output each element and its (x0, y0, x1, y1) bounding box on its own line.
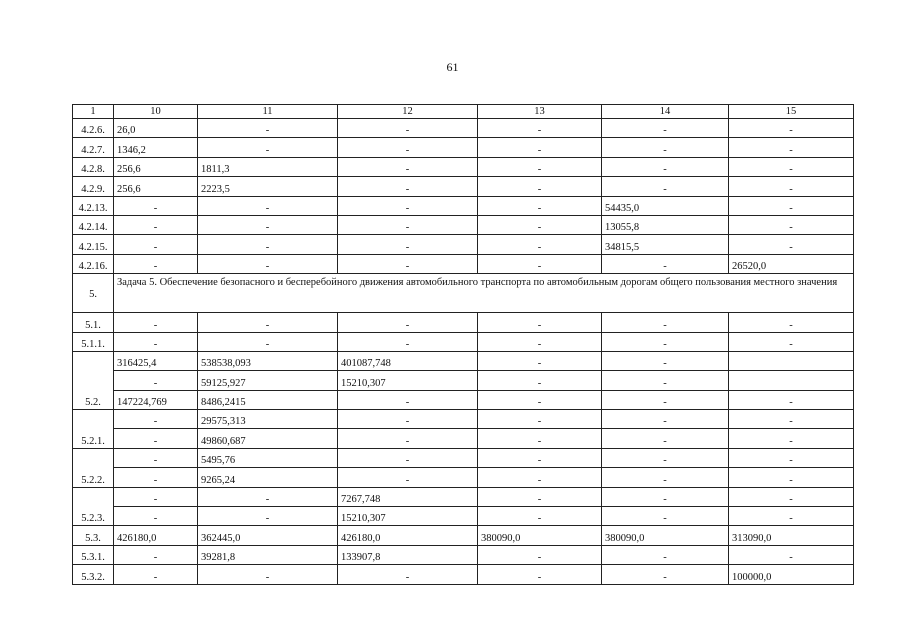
value-cell: - (729, 507, 854, 526)
table-row (73, 507, 854, 526)
value-cell: - (602, 390, 729, 409)
value-cell: - (602, 448, 729, 467)
row-number-cell: 4.2.9. (73, 177, 114, 196)
value-cell: - (729, 215, 854, 234)
value-cell: - (729, 448, 854, 467)
value-cell: - (478, 545, 602, 564)
value-cell: 59125,927 (198, 371, 338, 390)
value-cell: - (729, 157, 854, 176)
value-cell: - (338, 177, 478, 196)
value-cell: 34815,5 (602, 235, 729, 254)
value-cell: - (478, 332, 602, 351)
row-number-cell: 4.2.6. (73, 119, 114, 138)
value-cell: 15210,307 (338, 371, 478, 390)
table-row (73, 526, 854, 545)
value-cell: - (338, 410, 478, 429)
table-row (73, 351, 854, 370)
value-cell: - (198, 235, 338, 254)
value-cell: 380090,0 (602, 526, 729, 545)
value-cell: - (114, 545, 198, 564)
value-cell: - (729, 196, 854, 215)
value-cell: 13055,8 (602, 215, 729, 234)
value-cell: - (198, 138, 338, 157)
header-cell: 13 (478, 105, 602, 119)
table-row (73, 138, 854, 157)
data-table (72, 104, 854, 585)
value-cell: - (338, 254, 478, 273)
value-cell: - (338, 119, 478, 138)
value-cell: - (729, 410, 854, 429)
table-row (73, 545, 854, 564)
value-cell: 2223,5 (198, 177, 338, 196)
value-cell: - (198, 332, 338, 351)
value-cell: 54435,0 (602, 196, 729, 215)
row-number-cell: 5.3.1. (73, 545, 114, 564)
value-cell: - (338, 196, 478, 215)
value-cell: - (478, 157, 602, 176)
value-cell: 39281,8 (198, 545, 338, 564)
value-cell: - (114, 468, 198, 487)
value-cell: - (478, 390, 602, 409)
value-cell: - (198, 119, 338, 138)
value-cell: - (338, 448, 478, 467)
table-row (73, 254, 854, 273)
value-cell: 362445,0 (198, 526, 338, 545)
value-cell: - (602, 138, 729, 157)
table-row (73, 410, 854, 429)
header-row (73, 105, 854, 119)
row-number-cell: 5.2.2. (73, 448, 114, 487)
value-cell: 426180,0 (338, 526, 478, 545)
value-cell: - (478, 254, 602, 273)
value-cell: - (602, 177, 729, 196)
value-cell: - (114, 429, 198, 448)
value-cell: - (114, 487, 198, 506)
value-cell: - (338, 313, 478, 332)
table-row (73, 565, 854, 584)
value-cell: - (602, 565, 729, 584)
value-cell: - (602, 351, 729, 370)
table-row (73, 332, 854, 351)
value-cell: - (478, 371, 602, 390)
value-cell: - (729, 468, 854, 487)
value-cell: - (198, 215, 338, 234)
row-number-cell: 4.2.15. (73, 235, 114, 254)
row-number-cell: 5.2. (73, 351, 114, 409)
table-row (73, 196, 854, 215)
value-cell: 5495,76 (198, 448, 338, 467)
value-cell: 380090,0 (478, 526, 602, 545)
value-cell: 15210,307 (338, 507, 478, 526)
value-cell: 26,0 (114, 119, 198, 138)
value-cell: 256,6 (114, 157, 198, 176)
value-cell: - (114, 254, 198, 273)
value-cell: - (338, 235, 478, 254)
value-cell: - (338, 157, 478, 176)
value-cell: - (602, 410, 729, 429)
task-description: Задача 5. Обеспечение безопасного и бесперебойного движения автомобильного транспорта по автомобильным дорогам общего пользования местного значения (114, 274, 854, 313)
table-row (73, 487, 854, 506)
value-cell: - (338, 332, 478, 351)
value-cell: - (729, 119, 854, 138)
table-row (73, 429, 854, 448)
value-cell: 316425,4 (114, 351, 198, 370)
table-row (73, 157, 854, 176)
value-cell: - (729, 429, 854, 448)
value-cell: - (478, 235, 602, 254)
value-cell: - (602, 487, 729, 506)
value-cell: - (602, 507, 729, 526)
value-cell: - (478, 507, 602, 526)
value-cell: - (729, 390, 854, 409)
value-cell: - (729, 177, 854, 196)
row-number-cell: 4.2.8. (73, 157, 114, 176)
value-cell: - (338, 138, 478, 157)
value-cell: - (478, 487, 602, 506)
value-cell: 8486,2415 (198, 390, 338, 409)
value-cell: 538538,093 (198, 351, 338, 370)
value-cell: - (114, 313, 198, 332)
value-cell: - (198, 565, 338, 584)
value-cell: - (338, 215, 478, 234)
value-cell: 256,6 (114, 177, 198, 196)
value-cell: - (478, 119, 602, 138)
value-cell: 29575,313 (198, 410, 338, 429)
value-cell: - (338, 390, 478, 409)
value-cell: - (602, 468, 729, 487)
value-cell: - (478, 138, 602, 157)
value-cell: - (198, 313, 338, 332)
row-number-cell: 5.3.2. (73, 565, 114, 584)
value-cell: 147224,769 (114, 390, 198, 409)
table-row (73, 119, 854, 138)
value-cell: - (114, 371, 198, 390)
value-cell: - (478, 429, 602, 448)
value-cell: 49860,687 (198, 429, 338, 448)
value-cell: - (114, 565, 198, 584)
value-cell: 1811,3 (198, 157, 338, 176)
table-row (73, 313, 854, 332)
row-number-cell: 5. (73, 274, 114, 313)
value-cell: - (729, 545, 854, 564)
value-cell: - (338, 565, 478, 584)
value-cell: - (602, 254, 729, 273)
value-cell: - (478, 351, 602, 370)
value-cell: - (478, 448, 602, 467)
value-cell: - (602, 313, 729, 332)
value-cell: - (729, 313, 854, 332)
table-row (73, 390, 854, 409)
value-cell: 1346,2 (114, 138, 198, 157)
value-cell: - (198, 507, 338, 526)
row-number-cell: 4.2.14. (73, 215, 114, 234)
value-cell: - (114, 410, 198, 429)
header-cell: 10 (114, 105, 198, 119)
row-number-cell: 4.2.7. (73, 138, 114, 157)
value-cell: - (478, 565, 602, 584)
value-cell: - (729, 487, 854, 506)
value-cell: - (478, 177, 602, 196)
row-number-cell: 5.2.3. (73, 487, 114, 526)
task-row (73, 274, 854, 313)
value-cell: - (114, 235, 198, 254)
value-cell: 426180,0 (114, 526, 198, 545)
table-row (73, 235, 854, 254)
table-row (73, 371, 854, 390)
value-cell: - (338, 429, 478, 448)
value-cell: - (729, 138, 854, 157)
value-cell: - (114, 332, 198, 351)
row-number-cell: 5.1. (73, 313, 114, 332)
value-cell: - (198, 196, 338, 215)
table-row (73, 468, 854, 487)
value-cell (729, 351, 854, 370)
row-number-cell: 5.3. (73, 526, 114, 545)
value-cell: - (478, 468, 602, 487)
value-cell: - (729, 332, 854, 351)
row-number-cell: 4.2.13. (73, 196, 114, 215)
value-cell: - (198, 487, 338, 506)
value-cell: - (602, 545, 729, 564)
value-cell: - (478, 313, 602, 332)
value-cell: 7267,748 (338, 487, 478, 506)
value-cell: - (478, 410, 602, 429)
value-cell: - (602, 119, 729, 138)
value-cell: - (602, 332, 729, 351)
value-cell: 26520,0 (729, 254, 854, 273)
page-number: 61 (446, 60, 459, 74)
value-cell: - (198, 254, 338, 273)
value-cell: 9265,24 (198, 468, 338, 487)
row-number-cell: 5.1.1. (73, 332, 114, 351)
value-cell: - (338, 468, 478, 487)
table-row (73, 177, 854, 196)
value-cell: - (114, 215, 198, 234)
table-row (73, 448, 854, 467)
header-cell: 1 (73, 105, 114, 119)
row-number-cell: 5.2.1. (73, 410, 114, 449)
value-cell: 313090,0 (729, 526, 854, 545)
header-cell: 14 (602, 105, 729, 119)
header-cell: 11 (198, 105, 338, 119)
row-number-cell: 4.2.16. (73, 254, 114, 273)
header-cell: 15 (729, 105, 854, 119)
value-cell: - (602, 157, 729, 176)
header-cell: 12 (338, 105, 478, 119)
value-cell: 401087,748 (338, 351, 478, 370)
value-cell (729, 371, 854, 390)
value-cell: - (478, 215, 602, 234)
value-cell: - (114, 507, 198, 526)
value-cell: - (114, 448, 198, 467)
value-cell: 100000,0 (729, 565, 854, 584)
value-cell: 133907,8 (338, 545, 478, 564)
value-cell: - (602, 371, 729, 390)
value-cell: - (114, 196, 198, 215)
value-cell: - (602, 429, 729, 448)
table-row (73, 215, 854, 234)
value-cell: - (729, 235, 854, 254)
value-cell: - (478, 196, 602, 215)
